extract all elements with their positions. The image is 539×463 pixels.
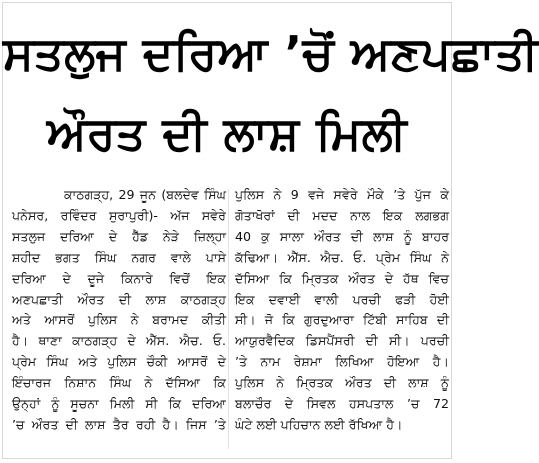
article-line: ਪੁਲਿਸ ਨੇ 9 ਵਜੇ ਸਵੇਰੇ ਮੌਕੇ ’ਤੇ ਪੁੱਜ ਕੇ — [235, 187, 449, 202]
article-column-right — [235, 185, 449, 436]
article-line: ਅਤੇ ਆਸਰੋਂ ਪੁਲਿਸ ਨੇ ਬਰਾਮਦ ਕੀਤੀ — [12, 312, 226, 328]
article-line: ਕੱਢਿਆ। ਐੱਸ. ਐਚ. ਓ. ਪ੍ਰੇਮ ਸਿੰਘ ਨੇ — [235, 249, 449, 265]
article-line: ਬਲਾਚੌਰ ਦੇ ਸਿਵਲ ਹਸਪਤਾਲ ’ਚ 72 — [235, 396, 449, 412]
article-line: ਘੰਟੇ ਲਈ ਪਹਿਚਾਨ ਲਈ ਰੱਖਿਆ ਹੈ। — [235, 416, 403, 432]
article-line: ਦਰਿਆ ਦੇ ਦੂਜੇ ਕਿਨਾਰੇ ਵਿਚੋਂ ਇਕ — [12, 270, 226, 286]
article-line: 40 ਕੁ ਸਾਲਾ ਔਰਤ ਦੀ ਲਾਸ਼ ਨੂੰ ਬਾਹਰ — [235, 228, 449, 244]
article-line: ਕਾਠਗੜ੍ਹ, 29 ਜੂਨ (ਬਲਦੇਵ ਸਿੰਘ — [64, 187, 226, 202]
article-line: ਗੋਤਾਖੋਰਾਂ ਦੀ ਮਦਦ ਨਾਲ ਇਕ ਲਗਭਗ — [235, 207, 449, 223]
article-column-left — [12, 185, 226, 436]
article-line: ਦੱਸਿਆ ਕਿ ਮ੍ਰਿਤਕ ਔਰਤ ਦੇ ਹੱਥ ਵਿਚ — [235, 270, 449, 286]
article-line: ’ਤੇ ਨਾਮ ਰੇਸ਼ਮਾ ਲਿਖਿਆ ਹੋਇਆ ਹੈ। — [235, 354, 449, 370]
article-line: ਸੀ। ਜੋ ਕਿ ਗੁਰਦੁਆਰਾ ਟਿੱਬੀ ਸਾਹਿਬ ਦੀ — [235, 312, 449, 328]
article-line: ਉਨ੍ਹਾਂ ਨੂੰ ਸੂਚਨਾ ਮਿਲੀ ਸੀ ਕਿ ਦਰਿਆ — [12, 396, 226, 412]
article-line: ਪਨੇਸਰ, ਰਵਿੰਦਰ ਸੁਰਾਪੁਰੀ)- ਅੱਜ ਸਵੇਰੇ — [12, 207, 226, 223]
article-line: ਪ੍ਰੇਮ ਸਿੰਘ ਅਤੇ ਪੁਲਿਸ ਚੌਕੀ ਆਸਰੋਂ ਦੇ — [12, 354, 226, 370]
article-line: ’ਚ ਔਰਤ ਦੀ ਲਾਸ਼ ਤੈਰ ਰਹੀ ਹੈ। ਜਿਸ ’ਤੇ — [12, 416, 226, 432]
article-line: ਇੰਚਾਰਜ ਨਿਸ਼ਾਨ ਸਿੰਘ ਨੇ ਦੱਸਿਆ ਕਿ — [12, 375, 226, 391]
headline-line-1: ਸਤਲੁਜ ਦਰਿਆ ’ਚੋਂ ਅਣਪਛਾਤੀ — [3, 26, 539, 80]
article-line: ਪੁਲਿਸ ਨੇ ਮ੍ਰਿਤਕ ਔਰਤ ਦੀ ਲਾਸ਼ ਨੂੰ — [235, 375, 449, 391]
article-line: ਇਕ ਦਵਾਈ ਵਾਲੀ ਪਰਚੀ ਫੜੀ ਹੋਈ — [235, 291, 449, 307]
column-divider — [228, 189, 229, 449]
article-line: ਅਣਪਛਾਤੀ ਔਰਤ ਦੀ ਲਾਸ਼ ਕਾਠਗੜ੍ਹ — [12, 291, 226, 307]
article-line: ਹੈ। ਥਾਣਾ ਕਾਠਗੜ੍ਹ ਦੇ ਐੱਸ. ਐਚ. ਓ. — [12, 333, 226, 349]
article-line: ਸ਼ਹੀਦ ਭਗਤ ਸਿੰਘ ਨਗਰ ਵਾਲੇ ਪਾਸੇ — [12, 249, 226, 265]
headline-line-2: ਔਰਤ ਦੀ ਲਾਸ਼ ਮਿਲੀ — [46, 106, 408, 160]
newspaper-clipping — [2, 2, 539, 459]
article-line: ਸਤਲੁਜ ਦਰਿਆ ਦੇ ਹੈੱਡ ਨੇੜੇ ਜ਼ਿਲ੍ਹਾ — [12, 228, 226, 244]
article-line: ਆਯੁਰਵੈਦਿਕ ਡਿਸਪੈਂਸਰੀ ਦੀ ਸੀ। ਪਰਚੀ — [235, 333, 449, 349]
